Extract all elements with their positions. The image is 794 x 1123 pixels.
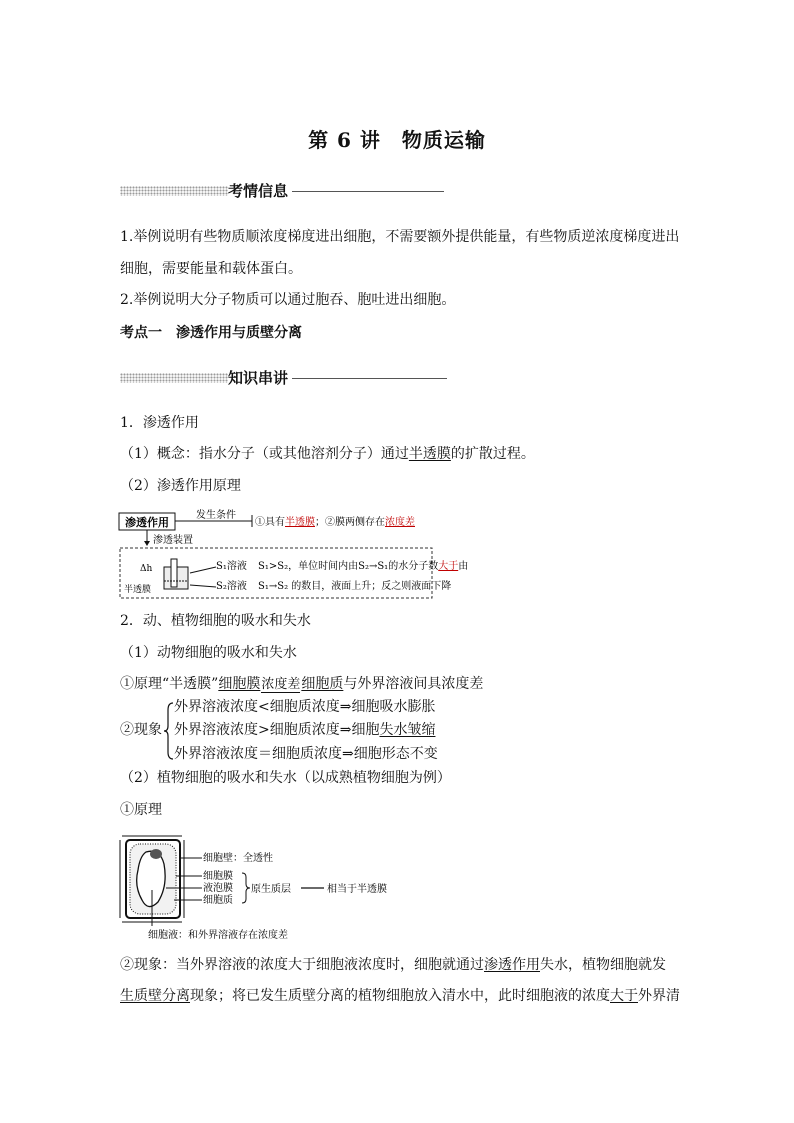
animal-phenomena-label: ②现象: [120, 722, 162, 738]
principle-cell-membrane: 细胞膜: [218, 676, 261, 692]
phenomenon-swelling: 外界溶液浓度<细胞质浓度⇒细胞吸水膨胀: [174, 699, 436, 715]
cell-sap-label: 细胞液：和外界溶液存在浓度差: [148, 930, 288, 941]
condition-label: 发生条件: [196, 510, 236, 521]
down-arrow-head: [144, 541, 150, 546]
plant-phenomenon-line1: [120, 955, 666, 975]
exam-info-item-1-line1: 1.举例说明有些物质顺浓度梯度进出细胞，不需要额外提供能量，有些物质逆浓度梯度进出: [120, 229, 680, 245]
principle-cytoplasm: 细胞质: [301, 676, 344, 692]
phenomenon-text-tail: 外界清: [638, 988, 680, 1004]
cytoplasm-label: 细胞质: [203, 895, 233, 906]
phenomenon-shrinking: [174, 720, 435, 740]
plant-phenomenon-line2: [120, 986, 680, 1006]
concept-text: （1）概念：指水分子（或其他溶剂分子）通过: [120, 446, 409, 462]
concept-underlined-term: 半透膜: [408, 446, 451, 462]
phenomenon-unchanged: 外界溶液浓度＝细胞质浓度⇒细胞形态不变: [174, 746, 438, 762]
plasmolysis-term: 生质壁分离: [120, 988, 190, 1004]
animal-principle: [120, 674, 483, 694]
condition-text: ①具有半透膜；②膜两侧存在浓度差: [255, 517, 415, 528]
key-point-1-heading: 考点一 渗透作用与质壁分离: [120, 325, 302, 341]
plant-principle-heading: ①原理: [120, 802, 162, 818]
shrink-text: 外界溶液浓度>细胞质浓度⇒细胞: [174, 722, 380, 738]
concept-text-end: 的扩散过程。: [450, 446, 535, 462]
cell-membrane-label: 细胞膜: [203, 871, 233, 882]
wall-label: 细胞壁：全透性: [203, 853, 273, 864]
section-title: 知识串讲: [228, 369, 289, 387]
cells-heading: 2．动、植物细胞的吸水和失水: [120, 613, 311, 629]
concentration-arrow-label: 浓度差: [261, 677, 301, 692]
osmosis-heading: 1．渗透作用: [120, 415, 199, 431]
s2-label: S₂溶液: [216, 581, 247, 592]
osmosis-principle-heading: （2）渗透作用原理: [120, 478, 241, 494]
semipermeable-quote: “半透膜”: [162, 676, 219, 692]
osmosis-concept: [120, 444, 535, 464]
greater-than-term: 大于: [610, 988, 638, 1004]
phenomena-brace: [164, 702, 174, 760]
phenomenon-text-end: 失水，植物细胞就发: [540, 957, 666, 973]
device-label: 渗透装置: [153, 535, 193, 546]
vacuole-membrane-label: 液泡膜: [203, 883, 233, 894]
phenomenon-text: ②现象：当外界溶液的浓度大于细胞液浓度时，细胞就通过: [120, 957, 484, 973]
section-dots: [120, 186, 228, 196]
concentration-arrow: [261, 678, 300, 693]
phenomenon-text-mid: 现象；将已发生质壁分离的植物细胞放入清水中，此时细胞液的浓度: [190, 988, 610, 1004]
rule-line-1: S₁>S₂，单位时间内由S₂→S₁的水分子数大于由: [258, 561, 469, 572]
principle-label: ①原理: [120, 676, 162, 692]
s1-pointer: [190, 567, 216, 573]
funnel-tube: [171, 559, 177, 587]
exam-info-item-2: 2.举例说明大分子物质可以通过胞吞、胞吐进出细胞。: [120, 292, 456, 308]
plant-cells-heading: （2）植物细胞的吸水和失水（以成熟植物细胞为例）: [120, 770, 451, 786]
section-title: 考情信息: [228, 182, 289, 200]
animal-cells-heading: （1）动物细胞的吸水和失水: [120, 645, 297, 661]
s2-pointer: [190, 585, 216, 587]
protoplast-label: 原生质层: [251, 884, 291, 895]
protoplast-brace: [242, 873, 250, 903]
s1-label: S₁溶液: [216, 561, 247, 572]
shrink-term: 失水皱缩: [379, 722, 436, 738]
section-dots: [120, 373, 228, 383]
section-rule: [292, 191, 444, 192]
principle-text-end: 与外界溶液间具浓度差: [343, 676, 484, 692]
page-title: 第 6 讲 物质运输: [308, 128, 486, 152]
phenomenon-osmosis-term: 渗透作用: [484, 957, 540, 973]
osmosis-box-label: 渗透作用: [125, 516, 169, 529]
plant-cell-diagram: [118, 830, 418, 944]
section-rule: [292, 378, 447, 379]
membrane-label: 半透膜: [124, 585, 152, 595]
equiv-label: 相当于半透膜: [327, 884, 387, 895]
delta-h-label: Δh: [140, 564, 153, 574]
osmosis-diagram: [118, 507, 469, 601]
exam-info-item-1-line2: 细胞，需要能量和载体蛋白。: [120, 261, 302, 277]
section-header-knowledge: [120, 367, 450, 389]
section-header-exam-info: [120, 180, 450, 202]
nucleus: [150, 849, 162, 859]
rule-line-2: S₁→S₂ 的数目，液面上升；反之则液面下降: [258, 581, 452, 592]
